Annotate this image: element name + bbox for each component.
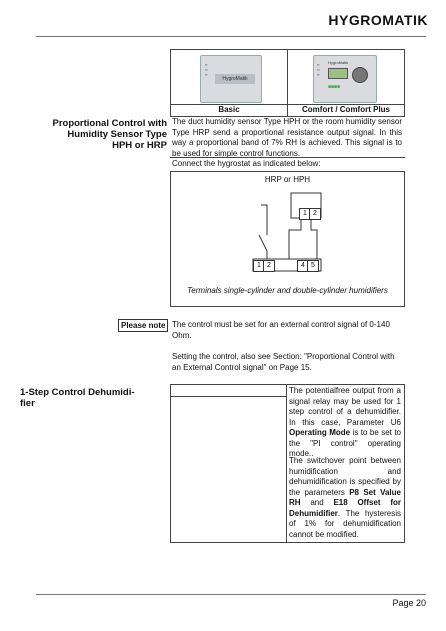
strip-terminal-1: 1 [253,260,265,272]
sensor-terminal-1: 1 [299,208,311,220]
footer-rule [36,594,426,595]
step-text-1a: The potentialfree output from a signal relay may be used for 1 step control of a dehumidifier. In this case, Parameter U6 [289,386,401,427]
step-control-text-1 [289,386,401,460]
connect-text: Connect the hygrostat as indicated below: [172,159,321,168]
proportional-rule [170,157,405,158]
switch-wire-upper [261,205,267,235]
wiring-diagram [171,185,403,285]
step-text-1b: is to be set to the "PI control" operating mode.. [289,428,401,458]
comfort-device-display [328,68,348,79]
comfort-device-image [313,55,377,103]
p8-setvalue-term: P8 Set Value RH [289,487,401,507]
step-control-heading-line1: 1-Step Control Dehumidi- [20,387,135,398]
diagram-caption: Terminals single-cylinder and double-cylinder humidifiers [187,286,388,295]
comfort-device-buttons: ■■■■ [328,84,341,90]
please-note-badge: Please note [118,319,168,332]
wire-terminal-1 [289,218,301,259]
step-text-2a: The switchover point between humidification and dehumidification is specified by the parameters [289,456,401,497]
proportional-heading-line1: Proportional Control with [52,118,167,129]
note-text: The control must be set for an external control signal of 0-140 Ohm. [172,320,390,340]
step-control-heading-line2: fier [20,398,35,409]
comfort-device-symbols: ▪▪ ▪▪ ▪▪ [317,62,320,77]
comfort-device-brand: HygroMatik [328,60,349,65]
proportional-heading [20,118,167,151]
strip-terminal-2: 2 [263,260,275,272]
basic-device-symbols: ▪▪ ▪▪ ▪▪ [205,62,208,77]
header-rule [36,36,426,37]
step-control-left-rule [170,396,287,397]
basic-device-image [200,55,262,103]
setting-reference: Setting the control, also see Section: "Proportional Control with an External Control signal" on Page 15. [172,352,395,372]
company-logo: HYGROMATIK [328,12,428,28]
step-control-divider [286,384,287,542]
step-text-2mid: and [300,498,334,507]
sensor-terminal-2: 2 [309,208,321,220]
switch-contact [259,235,267,251]
proportional-heading-line2: Humidity Sensor Type [67,129,167,140]
e18-offset-term: E18 Offset for Dehumidifier [289,498,401,518]
step-control-heading [20,387,135,409]
page-number: Page 20 [392,598,426,608]
strip-terminal-4: 4 [297,260,309,272]
wire-terminal-2 [311,218,317,259]
basic-label: Basic [218,105,240,114]
comfort-device-knob [352,67,368,83]
step-control-text-2 [289,456,401,540]
proportional-heading-line3: HPH or HRP [112,140,167,151]
basic-device-screen: HygroMatik [215,74,255,84]
proportional-description: The duct humidity sensor Type HPH or the room humidity sensor Type HRP send a proportional resistance output signal. In this way a proportional band of 7% RH is achieved. This signal is to be used for simple control functions. [172,117,402,158]
step-text-2b: . The hysteresis of 1% for dehumidification cannot be modified. [289,508,401,539]
comfort-label: Comfort / Comfort Plus [302,105,390,114]
operating-mode-term: Operating Mode [289,428,351,437]
strip-terminal-5: 5 [307,260,319,272]
diagram-sensor-label: HRP or HPH [264,175,311,184]
